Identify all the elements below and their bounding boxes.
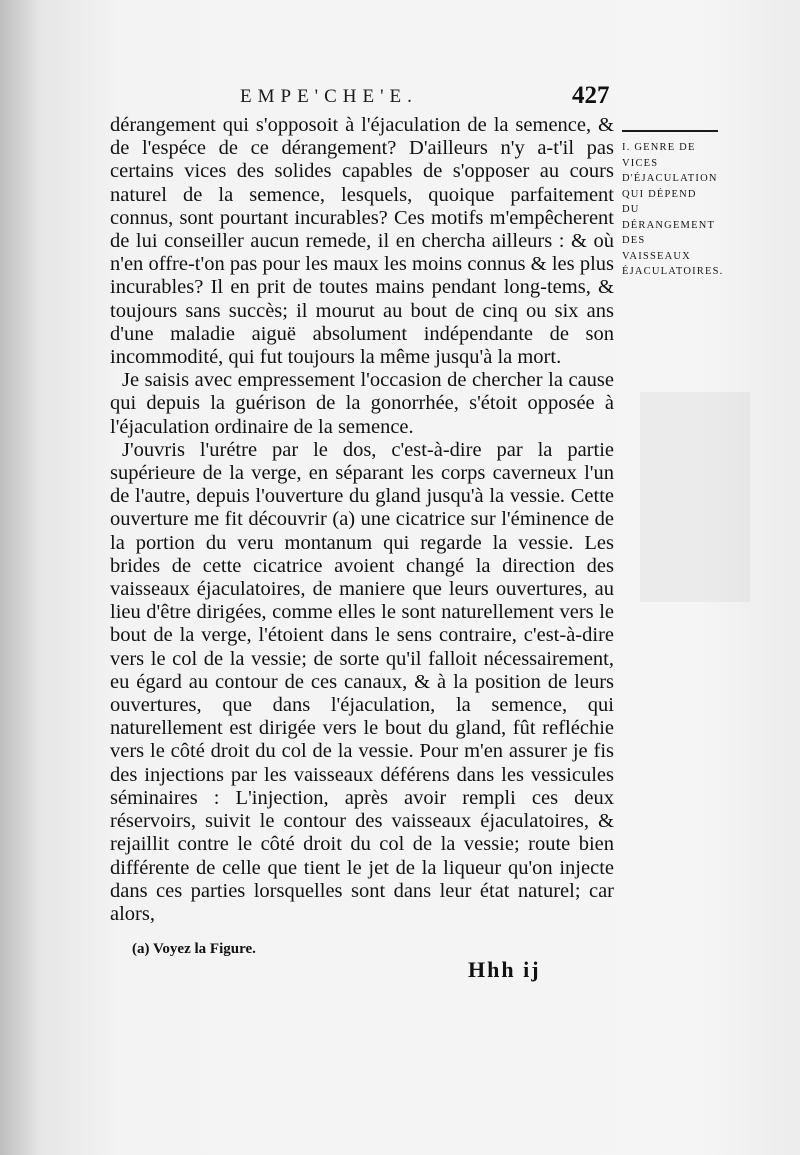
paragraph-1: dérangement qui s'opposoit à l'éjaculation de la semence, & de l'espéce de ce dérangement? D'ailleurs n'y a-t'il pas certains vices des solides capables de s'opposer au cours naturel de la semence, lesquels, quoique parfaitement connus, sont pourtant incurables? Ces motifs m'empêcherent de lui conseiller aucun remede, il en chercha ailleurs : & où n'en offre-t'on pas pour les maux les moins connus & les plus incurables? Il en prit de toutes mains pendant long-tems, & toujours sans succès; il mourut au bout de cinq ou six ans d'une maladie aiguë absolument indépendante de son incommodité, qui fut toujours la même jusqu'à la mort.	[110, 114, 614, 369]
body-text	[110, 114, 614, 926]
margin-note: I. GENRE DE VICES D'ÉJACULATION QUI DÉPEND DU DÉRANGEMENT DES VAISSEAUX ÉJACULATOIRES.	[622, 142, 724, 277]
paragraph-2: Je saisis avec empressement l'occasion de chercher la cause qui depuis la guérison de la gonorrhée, s'étoit opposée à l'éjaculation ordinaire de la semence.	[110, 369, 614, 438]
footnote: (a) Voyez la Figure.	[132, 941, 256, 957]
paragraph-3: J'ouvris l'urétre par le dos, c'est-à-dire par la partie supérieure de la verge, en séparant les corps caverneux l'un de l'autre, depuis l'ouverture du gland jusqu'à la vessie. Cette ouverture me fit découvrir (a) une cicatrice sur l'éminence de la portion du veru montanum qui regarde la vessie. Les brides de cette cicatrice avoient changé la direction des vaisseaux éjaculatoires, de maniere que leurs ouvertures, au lieu d'être dirigées, comme elles le sont naturellement vers le bout de la verge, l'étoient dans le sens contraire, c'est-à-dire vers le col de la vessie; de sorte qu'il falloit nécessairement, eu égard au contour de ces canaux, & à la position de leurs ouvertures, que dans l'éjaculation, la semence, qui naturellement est dirigée vers le bout du gland, fût refléchie vers le côté droit du col de la vessie. Pour m'en assurer je fis des injections par les vaisseaux déférens dans les vessicules séminaires : L'injection, après avoir rempli ces deux réservoirs, suivit le contour des vaisseaux éjaculatoires, & rejaillit contre le côté droit du col de la vessie; route bien différente de celle que tient le jet de la liqueur qu'on injecte dans ces parties lorsquelles sont dans leur état naturel; car alors,	[110, 438, 614, 925]
running-head: EMPE'CHE'E.	[240, 86, 418, 107]
show-through-margin-shadow	[640, 392, 750, 602]
signature-mark: Hhh ij	[468, 957, 541, 982]
margin-rule	[622, 130, 718, 132]
page-number: 427	[572, 82, 610, 109]
